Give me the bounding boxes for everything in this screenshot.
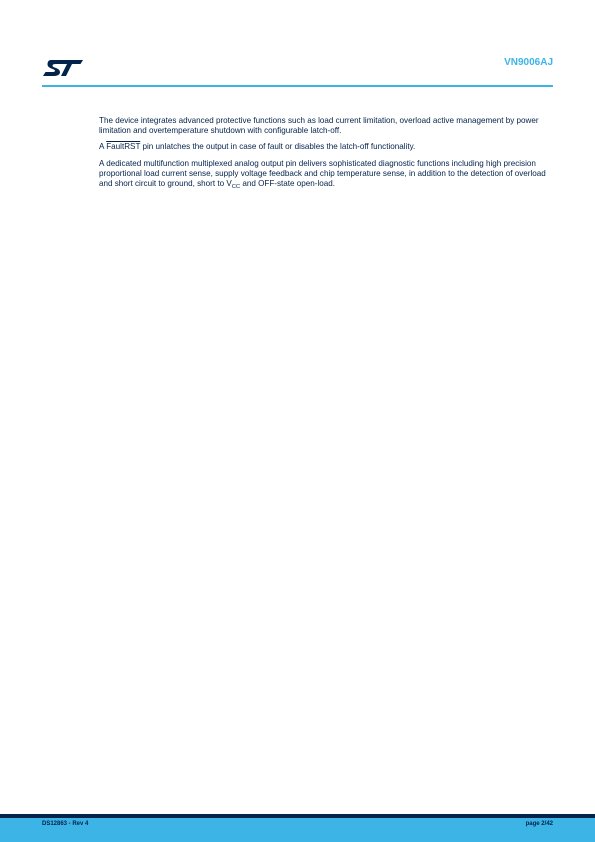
paragraph-2-post: pin unlatches the output in case of fault or disables the latch-off functionality. — [140, 142, 416, 152]
footer-bar — [0, 818, 595, 842]
document-revision: DS12863 - Rev 4 — [42, 821, 89, 827]
page-number: page 2/42 — [525, 821, 553, 827]
header-divider — [42, 85, 553, 87]
paragraph-3-pre: A dedicated multifunction multiplexed analog output pin delivers sophisticated diagnostic functions including high precision proportional load current sense, supply voltage feedback and chip temperature sense, in addition to the detection of overload and short circuit to ground, short to — [99, 158, 546, 189]
paragraph-3 — [99, 159, 553, 193]
paragraph-2-pre: A — [99, 142, 107, 152]
body-text — [99, 116, 553, 198]
vcc-subscript: CC — [231, 184, 241, 191]
faultrst-pin-name: FaultRST — [106, 142, 141, 152]
paragraph-1: The device integrates advanced protective functions such as load current limitation, overload active management by power limitation and overtemperature shutdown with configurable latch-off. — [99, 116, 539, 136]
vcc-symbol: V — [226, 179, 232, 189]
st-logo-icon — [42, 57, 84, 79]
paragraph-2 — [99, 142, 553, 152]
document-title: VN9006AJ — [504, 57, 553, 68]
paragraph-3-post: and OFF-state open-load. — [240, 179, 336, 189]
